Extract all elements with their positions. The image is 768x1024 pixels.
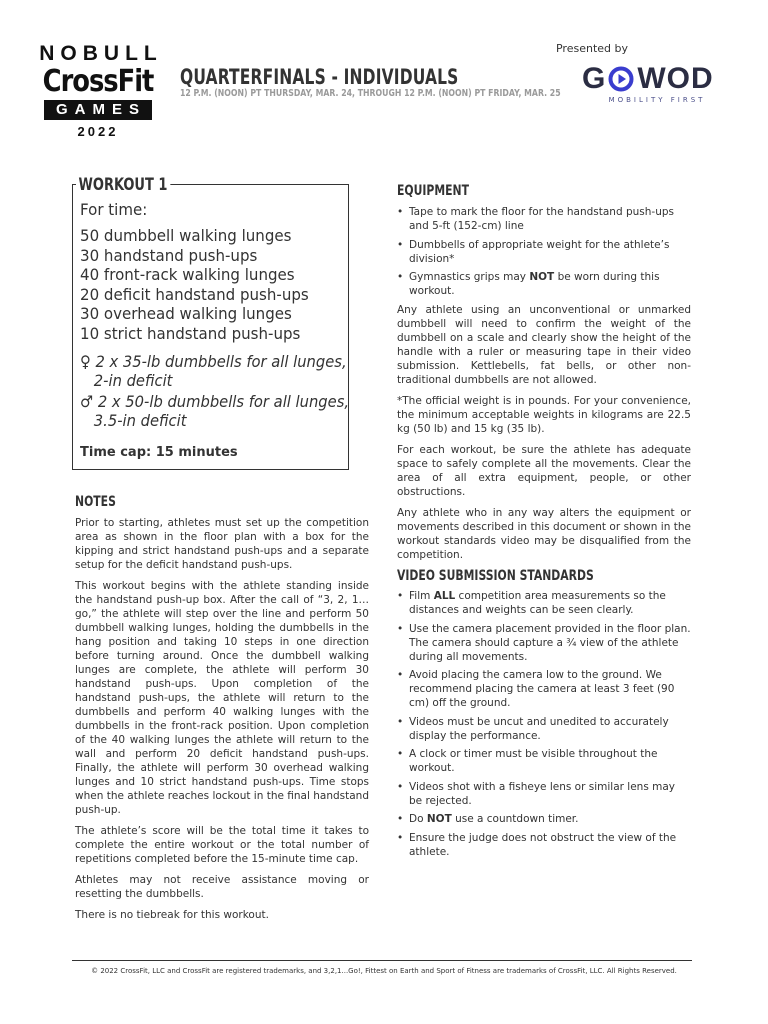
notes-paragraph: Prior to starting, athletes must set up the competition area as shown in the floor plan with a box for the kipping and strict handstand push-ups and a separate setup for the deficit handstand push-ups.	[75, 517, 369, 571]
event-title: QUARTERFINALS - INDIVIDUALS	[180, 65, 459, 89]
notes-paragraph: There is no tiebreak for this workout.	[75, 909, 269, 921]
movement-item: 30 handstand push-ups	[80, 245, 258, 265]
event-subtitle: 12 P.M. (NOON) PT THURSDAY, MAR. 24, THROUGH 12 P.M. (NOON) PT FRIDAY, MAR. 25	[180, 88, 561, 99]
movement-item: 30 overhead walking lunges	[80, 304, 292, 323]
movement-list	[80, 226, 323, 343]
notes-paragraph: The athlete’s score will be the total time it takes to complete the entire workout or the total number of repetitions completed before the 15-minute time cap.	[75, 825, 369, 865]
video-standard-item: • A clock or timer must be visible throughout the workout.	[397, 747, 691, 775]
female-deficit: 2-in deficit	[93, 371, 173, 390]
video-standard-item: • Avoid placing the camera low to the ground. We recommend placing the camera at least 3 feet (90 cm) off the ground.	[397, 668, 691, 710]
female-weight: ♀ 2 x 35-lb dumbbells for all lunges,	[80, 352, 347, 371]
equipment-item: • Tape to mark the floor for the handstand push-ups and 5-ft (152-cm) line	[397, 205, 691, 233]
notes-paragraph: This workout begins with the athlete standing inside the handstand push-up box. After the call of “3, 2, 1… go,” the athlete will step over the line and perform 50 dumbbell walking lunges, holding the dumbbells in the hang position and taking 10 steps in one direction before turning around. Once the dumbbell walking lunges are complete, the athlete will perform 30 handstand push-ups. Upon completion of the handstand push-ups, the athlete will return to the dumbbells and perform 40 walking lunges with the dumbbells in the front-rack position. Upon completion of the 40 walking lunges the athlete will return to the wall and perform 20 deficit handstand push-ups. Finally, the athlete will perform 30 overhead walking lunges and 10 strict handstand push-ups. Time stops when the athlete reaches lockout in the final handstand push-up.	[75, 580, 369, 816]
notes-heading: NOTES	[75, 494, 116, 510]
crossfit-wordmark: CrossFit	[42, 64, 154, 99]
movement-item: 50 dumbbell walking lunges	[80, 226, 292, 245]
footer-copyright: © 2022 CrossFit, LLC and CrossFit are registered trademarks, and 3,2,1...Go!, Fittest on Earth and Sport of Fitness are trademarks of CrossFit, LLC. All Rights Reserved.	[91, 967, 677, 975]
gowod-letters-wod: WOD	[637, 62, 714, 95]
video-standard-item: • Use the camera placement provided in the floor plan. The camera should capture a ¾ view of the athlete during all movements.	[397, 622, 691, 664]
gowod-letter-g: G	[582, 62, 607, 95]
movement-item: 20 deficit handstand push-ups	[80, 284, 309, 304]
notes-section	[75, 516, 369, 929]
crossfit-games-logo	[30, 42, 166, 141]
footer-divider	[72, 960, 692, 961]
weights-block	[80, 352, 372, 430]
equipment-paragraph: For each workout, be sure the athlete has adequate space to safely complete all the movements. Clear the area of all extra equipment, people, or other obstructions.	[397, 443, 691, 498]
movement-item: 40 front-rack walking lunges	[80, 265, 295, 284]
time-cap: Time cap: 15 minutes	[80, 445, 238, 460]
equipment-section	[397, 205, 691, 569]
male-weight: ♂ 2 x 50-lb dumbbells for all lunges,	[80, 392, 350, 411]
gowod-tagline: MOBILITY FIRST	[608, 96, 706, 104]
equipment-item: • Dumbbells of appropriate weight for the athlete’s division*	[397, 238, 691, 266]
video-standards-heading: VIDEO SUBMISSION STANDARDS	[397, 568, 594, 584]
video-standards-list	[397, 589, 691, 859]
equipment-list	[397, 205, 691, 298]
logo-year: 2022	[77, 124, 119, 139]
equipment-paragraph: Any athlete who in any way alters the equipment or movements described in this document or shown in the workout standards video may be disqualified from the competition.	[397, 506, 691, 561]
notes-paragraph: Athletes may not receive assistance moving or resetting the dumbbells.	[75, 874, 369, 900]
movement-item: 10 strict handstand push-ups	[80, 323, 301, 343]
equipment-paragraph: Any athlete using an unconventional or unmarked dumbbell will need to confirm the weight of the dumbbell on a scale and clearly show the height of the handle with a ruler or measuring tape in their video submission. Kettlebells, fat bells, or other non-traditional dumbbells are not allowed.	[397, 303, 691, 386]
male-deficit: 3.5-in deficit	[93, 411, 187, 430]
nobull-wordmark: NOBULL	[39, 42, 163, 65]
video-standard-item: • Ensure the judge does not obstruct the view of the athlete.	[397, 831, 691, 859]
workout-title: WORKOUT 1	[76, 174, 170, 196]
equipment-heading: EQUIPMENT	[397, 183, 470, 199]
video-standard-item: • Videos must be uncut and unedited to accurately display the performance.	[397, 715, 691, 743]
video-standards-section	[397, 589, 691, 863]
play-circle-icon	[608, 66, 634, 92]
games-wordmark: GAMES	[44, 100, 152, 120]
presented-by-label: Presented by	[555, 42, 628, 55]
video-standard-item: • Do NOT use a countdown timer.	[397, 812, 691, 826]
equipment-item: • Gymnastics grips may NOT be worn during this workout.	[397, 270, 691, 298]
equipment-paragraph: *The official weight is in pounds. For your convenience, the minimum acceptable weights in kilograms are 22.5 kg (50 lb) and 15 kg (35 lb).	[397, 394, 691, 435]
video-standard-item: • Film ALL competition area measurements so the distances and weights can be seen clearly.	[397, 589, 691, 617]
for-time-label: For time:	[80, 200, 148, 219]
video-standard-item: • Videos shot with a fisheye lens or similar lens may be rejected.	[397, 780, 691, 808]
gowod-logo	[582, 64, 722, 94]
